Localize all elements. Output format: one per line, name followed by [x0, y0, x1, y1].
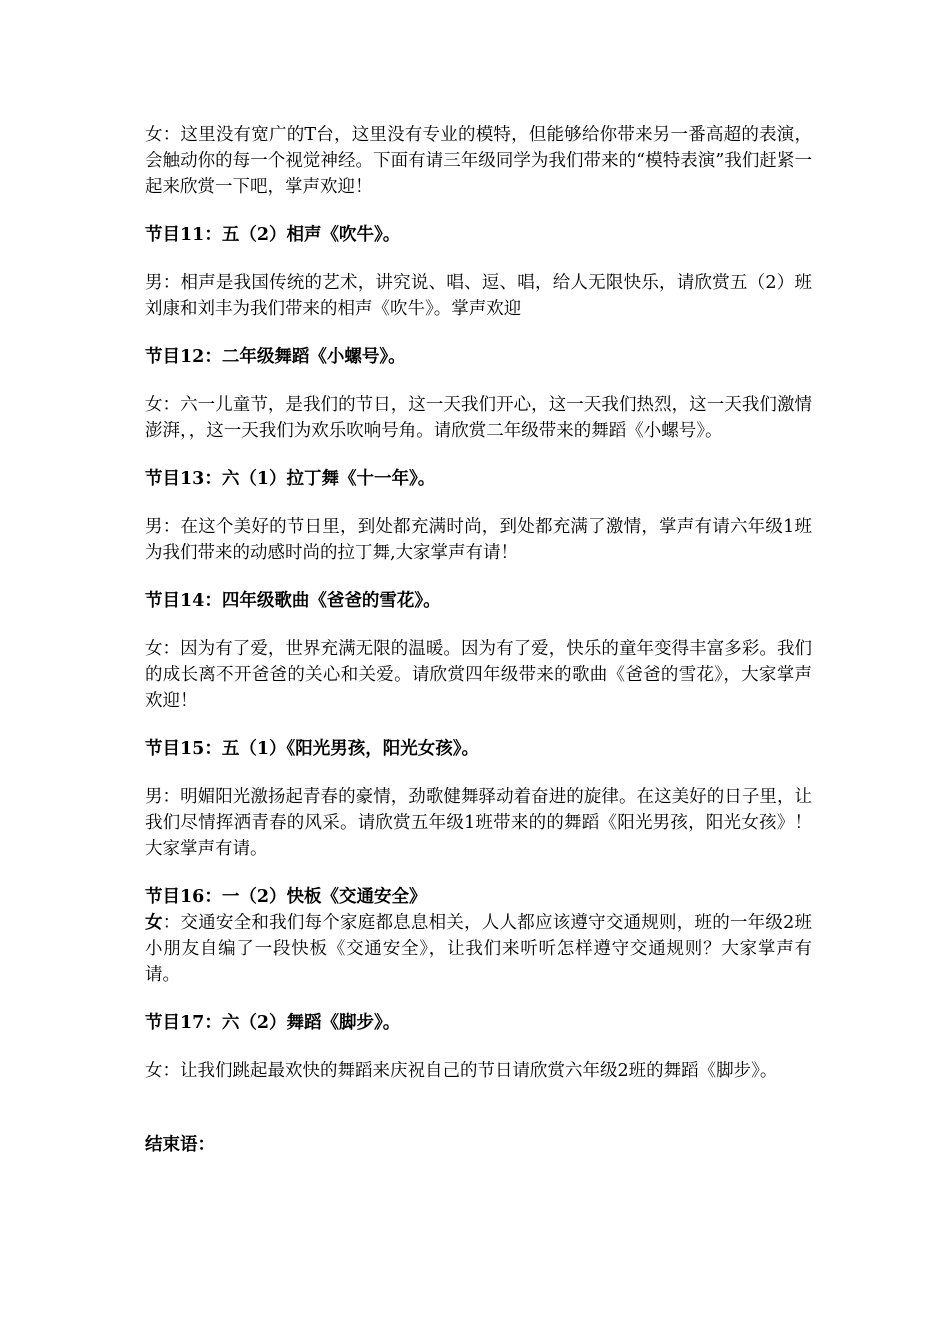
program-16-speaker: 女 [145, 913, 163, 933]
program-14-heading: 节目14：四年级歌曲《爸爸的雪花》。 [145, 591, 441, 611]
program-11-paragraph: 男：相声是我国传统的艺术，讲究说、唱、逗、唱，给人无限快乐，请欣赏五（2）班刘康和刘丰为我们带来的相声《吹牛》。掌声欢迎 [145, 273, 812, 319]
closing-heading: 结束语： [145, 1135, 215, 1155]
program-13-heading: 节目13：六（1）拉丁舞《十一年》。 [145, 469, 436, 489]
program-17-paragraph: 女：让我们跳起最欢快的舞蹈来庆祝自己的节日请欣赏六年级2班的舞蹈《脚步》。 [145, 1061, 778, 1081]
program-15-heading: 节目15：五（1）《阳光男孩，阳光女孩》。 [145, 739, 480, 759]
intro-paragraph: 女：这里没有宽广的T台，这里没有专业的模特，但能够给你带来另一番高超的表演，会触动你的每一个视觉神经。下面有请三年级同学为我们带来的“模特表演”我们赶紧一起来欣赏一下吧，掌声欢迎！ [145, 125, 812, 197]
program-12-paragraph: 女：六一儿童节，是我们的节日，这一天我们开心，这一天我们热烈，这一天我们激情澎湃，，这一天我们为欢乐吹响号角。请欣赏二年级带来的舞蹈《小螺号》。 [145, 395, 812, 441]
program-11-heading: 节目11：五（2）相声《吹牛》。 [145, 225, 401, 245]
program-17-heading: 节目17：六（2）舞蹈《脚步》。 [145, 1013, 401, 1033]
program-13-paragraph: 男：在这个美好的节日里，到处都充满时尚，到处都充满了激情，掌声有请六年级1班为我们带来的动感时尚的拉丁舞,大家掌声有请！ [145, 517, 812, 563]
program-16-paragraph [145, 910, 812, 988]
program-14-paragraph: 女：因为有了爱，世界充满无限的温暖。因为有了爱，快乐的童年变得丰富多彩。我们的成长离不开爸爸的关心和关爱。请欣赏四年级带来的歌曲《爸爸的雪花》，大家掌声欢迎！ [145, 639, 812, 711]
program-16-text: ：交通安全和我们每个家庭都息息相关，人人都应该遵守交通规则，班的一年级2班小朋友自编了一段快板《交通安全》，让我们来听听怎样遵守交通规则？大家掌声有请。 [145, 913, 812, 985]
program-16-heading: 节目16：一（2）快板《交通安全》 [145, 887, 427, 907]
program-12-heading: 节目12：二年级舞蹈《小螺号》。 [145, 347, 406, 367]
program-15-paragraph: 男：明媚阳光激扬起青春的豪情，劲歌健舞驿动着奋进的旋律。在这美好的日子里，让我们尽情挥洒青春的风采。请欣赏五年级1班带来的的舞蹈《阳光男孩，阳光女孩》！大家掌声有请。 [145, 787, 812, 859]
